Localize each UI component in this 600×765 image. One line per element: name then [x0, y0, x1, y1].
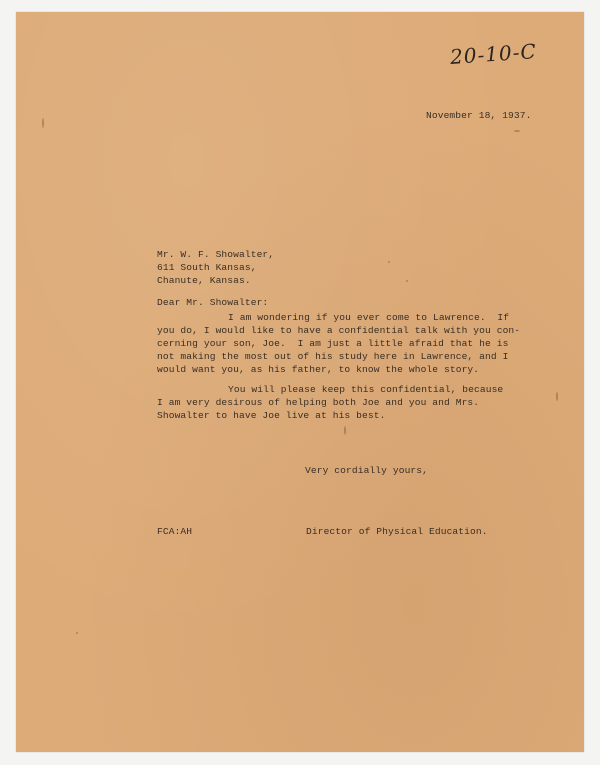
paragraph1-line: cerning your son, Joe. I am just a little afraid that he is: [157, 338, 509, 349]
paper-speck: [344, 426, 346, 435]
paper-speck: [406, 280, 408, 282]
paragraph2-line: I am very desirous of helping both Joe and you and Mrs.: [157, 397, 480, 408]
recipient-street: 611 South Kansas,: [157, 262, 257, 273]
paper-speck: [514, 130, 520, 132]
paper-speck: [42, 118, 44, 128]
signature-title: Director of Physical Education.: [306, 526, 488, 537]
paragraph1-line: not making the most out of his study here in Lawrence, and I: [157, 351, 509, 362]
reference-initials: FCA:AH: [157, 526, 193, 537]
complimentary-close: Very cordially yours,: [305, 465, 429, 476]
recipient-name: Mr. W. F. Showalter,: [157, 249, 275, 260]
recipient-city: Chanute, Kansas.: [157, 275, 251, 286]
salutation: Dear Mr. Showalter:: [157, 297, 269, 308]
paper-speck: [76, 632, 78, 634]
paragraph2-line: Showalter to have Joe live at his best.: [157, 410, 386, 421]
paper-speck: [388, 261, 390, 263]
letter-date: November 18, 1937.: [426, 110, 532, 121]
paragraph1-line: would want you, as his father, to know the whole story.: [157, 364, 480, 375]
paragraph1-line: you do, I would like to have a confidential talk with you con-: [157, 325, 521, 336]
paragraph1-line: I am wondering if you ever come to Lawrence. If: [228, 312, 510, 323]
paragraph2-line: You will please keep this confidential, because: [228, 384, 504, 395]
paper-speck: [556, 392, 558, 401]
handwritten-file-code: 20-10-C: [449, 39, 538, 69]
letter-page: [16, 12, 584, 752]
